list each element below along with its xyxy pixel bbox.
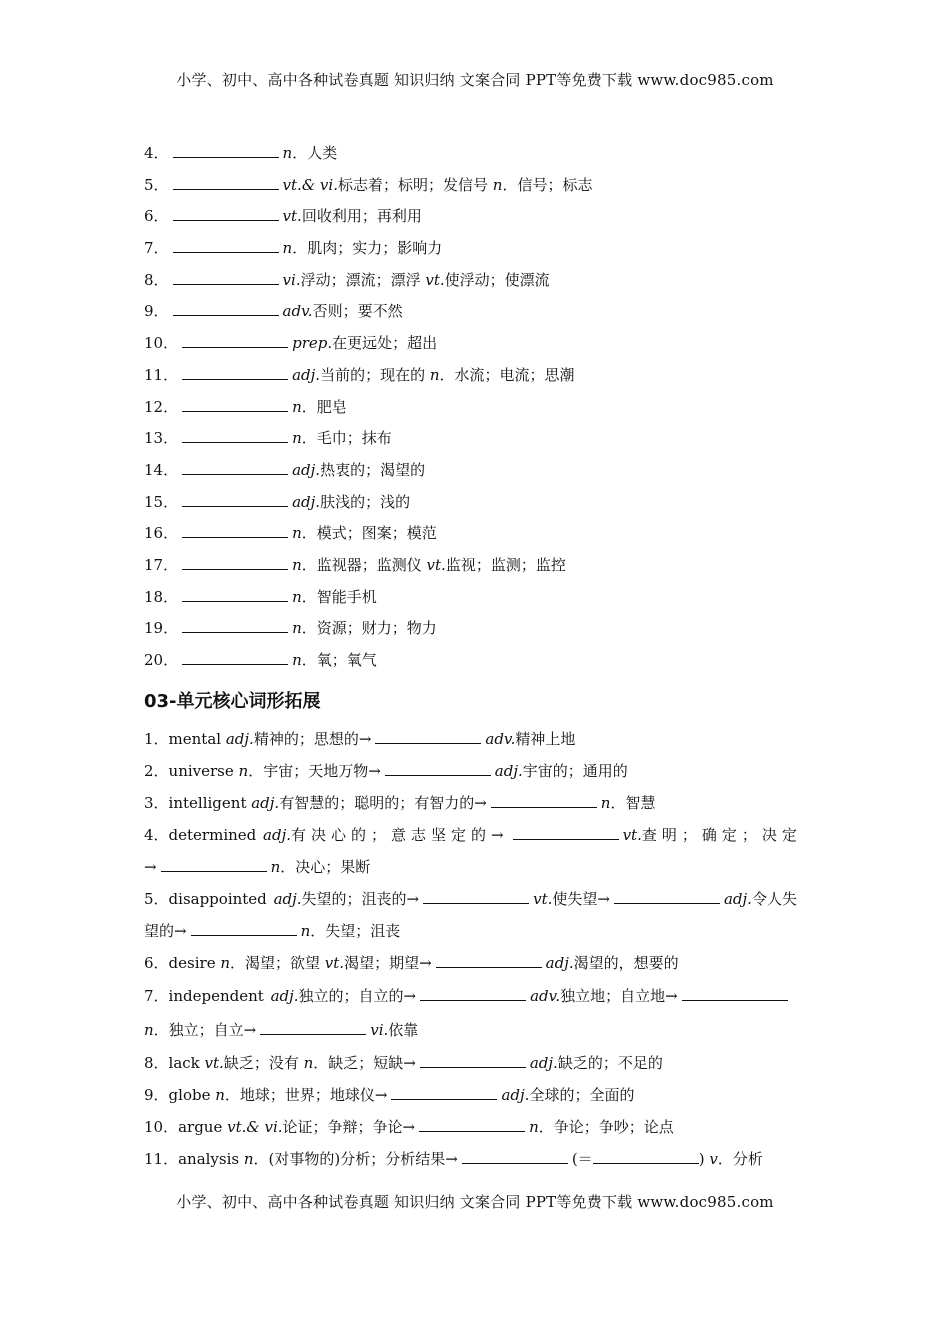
definition: 失望的；沮丧的→: [301, 889, 420, 908]
answer-blank[interactable]: [182, 491, 288, 507]
item-number: 7．: [144, 239, 169, 258]
part-of-speech: vi.: [282, 270, 301, 289]
part-of-speech: adj.: [723, 889, 752, 908]
answer-blank[interactable]: [375, 728, 481, 744]
part-of-speech: n: [492, 175, 503, 194]
part-of-speech: n: [292, 429, 302, 448]
word-form-item-6: [144, 947, 808, 979]
definition: 缺乏；没有: [223, 1053, 304, 1072]
headword: 5．disappointed: [144, 889, 274, 908]
worksheet-content: [144, 140, 808, 1175]
definition: 否则；要不然: [312, 302, 403, 321]
headword: 4．determined: [144, 825, 264, 844]
vocab-item-15: [144, 489, 808, 521]
answer-blank[interactable]: [385, 760, 491, 776]
page-header: 小学、初中、高中各种试卷真题 知识归纳 文案合同 PPT等免费下载 www.doc985.com: [176, 71, 774, 89]
arrow: →: [144, 857, 157, 876]
answer-blank[interactable]: [182, 364, 288, 380]
word-form-item-1: [144, 723, 808, 755]
vocab-item-17: [144, 552, 808, 584]
answer-blank[interactable]: [182, 649, 288, 665]
definition: ．水流；电流；思潮: [439, 365, 575, 384]
word-form-item-3: [144, 787, 808, 819]
definition: 望的→: [144, 921, 187, 940]
part-of-speech: adj.: [273, 889, 302, 908]
vocab-item-9: [144, 298, 808, 330]
answer-blank[interactable]: [491, 792, 597, 808]
part-of-speech: adj.: [494, 761, 523, 780]
word-form-item-2: [144, 755, 808, 787]
definition: 有决心的；意志坚定的→: [291, 825, 509, 844]
definition: 在更远处；超出: [332, 334, 438, 353]
word-form-item-5: [144, 883, 808, 947]
definition: 全球的；全面的: [529, 1085, 635, 1104]
vocab-item-19: [144, 615, 808, 647]
answer-blank[interactable]: [173, 142, 279, 158]
definition: 独立地；自立地→: [560, 986, 678, 1005]
part-of-speech: n: [303, 1053, 314, 1072]
definition: (＝: [571, 1149, 593, 1168]
headword: 10．argue: [144, 1117, 228, 1136]
definition: 热衷的；渴望的: [320, 460, 426, 479]
part-of-speech: n: [282, 144, 293, 162]
headword: 11．analysis: [144, 1149, 244, 1168]
part-of-speech: n: [292, 524, 302, 543]
definition: 精神的；思想的→: [253, 729, 372, 748]
definition: ．毛巾；抹布: [301, 429, 392, 448]
item-number: 15．: [144, 492, 179, 511]
part-of-speech: n: [300, 921, 311, 940]
part-of-speech: n: [270, 857, 281, 876]
item-number: 11．: [144, 365, 179, 384]
answer-blank[interactable]: [436, 952, 542, 968]
word-form-item-8: [144, 1047, 808, 1079]
headword: 7．independent: [144, 986, 271, 1005]
item-number: 9．: [144, 302, 169, 321]
definition: ．资源；财力；物力: [301, 619, 437, 638]
definition: 肤浅的；浅的: [320, 492, 411, 511]
vocab-item-14: [144, 457, 808, 489]
answer-blank[interactable]: [161, 856, 267, 872]
part-of-speech: vt.: [425, 270, 445, 289]
answer-blank[interactable]: [182, 396, 288, 412]
answer-blank[interactable]: [182, 522, 288, 538]
answer-blank[interactable]: [391, 1084, 497, 1100]
definition: 浮动；漂流；漂浮: [300, 270, 426, 289]
definition: 渴望的，想要的: [573, 953, 679, 972]
definition: 宇宙的；通用的: [522, 761, 628, 780]
vocab-item-20: [144, 647, 808, 679]
definition: 回收利用；再利用: [301, 207, 422, 226]
definition: ．监视器；监测仪: [301, 555, 427, 574]
part-of-speech: adv.: [485, 729, 516, 748]
part-of-speech: n: [238, 761, 249, 780]
part-of-speech: vt.& vi.: [282, 175, 338, 194]
word-form-item-4: [144, 819, 808, 883]
item-number: 5．: [144, 175, 169, 194]
definition: 渴望；期望→: [344, 953, 432, 972]
part-of-speech: n: [429, 365, 440, 384]
definition: ．宇宙；天地万物→: [248, 761, 381, 780]
definition: 独立的；自立的→: [298, 986, 417, 1005]
definition: ．争论；争吵；论点: [538, 1117, 674, 1136]
definition: 当前的；现在的: [320, 365, 430, 384]
part-of-speech: vt.& vi.: [227, 1117, 283, 1136]
definition: ．人类: [292, 144, 338, 162]
answer-blank[interactable]: [191, 920, 297, 936]
part-of-speech: adj.: [292, 460, 321, 479]
part-of-speech: n: [144, 1020, 154, 1039]
vocab-item-16: [144, 520, 808, 552]
definition: ．信号；标志: [502, 175, 593, 194]
part-of-speech: adj.: [225, 729, 254, 748]
page-footer: 小学、初中、高中各种试卷真题 知识归纳 文案合同 PPT等免费下载 www.doc985.com: [176, 1193, 774, 1211]
answer-blank[interactable]: [513, 824, 619, 840]
part-of-speech: adj.: [292, 365, 321, 384]
part-of-speech: adv.: [530, 986, 561, 1005]
item-number: 8．: [144, 270, 169, 289]
part-of-speech: n: [292, 651, 302, 669]
item-number: 6．: [144, 207, 169, 226]
part-of-speech: adj.: [529, 1053, 558, 1072]
answer-blank[interactable]: [420, 985, 526, 1001]
vocab-item-18: [144, 584, 808, 616]
item-number: 18．: [144, 587, 179, 606]
vocab-item-10: [144, 330, 808, 362]
headword: 1．mental: [144, 729, 226, 748]
answer-blank[interactable]: [420, 1052, 526, 1068]
answer-blank[interactable]: [462, 1148, 568, 1164]
definition: ．智慧: [610, 793, 656, 812]
item-number: 20．: [144, 651, 179, 669]
definition: 论证；争辩；争论→: [282, 1117, 416, 1136]
part-of-speech: n: [215, 1085, 225, 1104]
answer-blank[interactable]: [173, 174, 279, 190]
headword: 3．intelligent: [144, 793, 252, 812]
definition: ．智能手机: [301, 587, 377, 606]
vocab-item-13: [144, 425, 808, 457]
item-number: 19．: [144, 619, 179, 638]
part-of-speech: adj.: [270, 986, 299, 1005]
definition: ．肌肉；实力；影响力: [292, 239, 443, 258]
part-of-speech: adj.: [501, 1085, 530, 1104]
part-of-speech: v: [709, 1149, 718, 1168]
definition: 精神上地: [515, 729, 576, 748]
part-of-speech: vt.: [533, 889, 553, 908]
part-of-speech: vt.: [324, 953, 345, 972]
definition: ．(对事物的)分析；分析结果→: [253, 1149, 458, 1168]
word-form-item-7: [144, 979, 808, 1047]
headword: 2．universe: [144, 761, 239, 780]
definition: 标志着；标明；发信号: [337, 175, 493, 194]
definition: ．地球；世界；地球仪→: [224, 1085, 388, 1104]
answer-blank[interactable]: [173, 269, 279, 285]
definition: ．肥皂: [301, 397, 347, 416]
vocab-item-4: [144, 140, 808, 172]
part-of-speech: n: [282, 239, 293, 258]
answer-blank[interactable]: [423, 888, 529, 904]
part-of-speech: vt.: [282, 207, 302, 226]
part-of-speech: n: [243, 1149, 254, 1168]
definition: ．缺乏；短缺→: [313, 1053, 416, 1072]
definition: ．模式；图案；模范: [301, 524, 437, 543]
headword: 9．globe: [144, 1085, 216, 1104]
headword: 6．desire: [144, 953, 221, 972]
definition: ．独立；自立→: [153, 1020, 257, 1039]
answer-blank[interactable]: [173, 237, 279, 253]
item-number: 12．: [144, 397, 179, 416]
vocab-item-11: [144, 362, 808, 394]
definition: 令人失: [751, 889, 797, 908]
item-number: 17．: [144, 555, 179, 574]
part-of-speech: n: [292, 397, 302, 416]
definition: 使浮动；使漂流: [444, 270, 550, 289]
item-number: 16．: [144, 524, 179, 543]
part-of-speech: vt.: [622, 825, 642, 844]
definition: ．渴望；欲望: [230, 953, 325, 972]
section-title: 03-单元核心词形拓展: [144, 690, 321, 712]
answer-blank[interactable]: [182, 586, 288, 602]
part-of-speech: n: [292, 555, 302, 574]
definition: 缺乏的；不足的: [557, 1053, 663, 1072]
part-of-speech: n: [292, 619, 302, 638]
answer-blank[interactable]: [182, 332, 288, 348]
answer-blank[interactable]: [260, 1019, 366, 1035]
part-of-speech: prep.: [292, 334, 333, 353]
part-of-speech: n: [220, 953, 231, 972]
vocab-item-7: [144, 235, 808, 267]
definition: 监视；监测；监控: [445, 555, 566, 574]
word-form-item-10: [144, 1111, 808, 1143]
vocab-item-5: [144, 172, 808, 204]
item-number: 4．: [144, 144, 169, 162]
item-number: 10．: [144, 334, 179, 353]
definition: ): [698, 1149, 705, 1168]
answer-blank[interactable]: [182, 617, 288, 633]
answer-blank[interactable]: [173, 300, 279, 316]
part-of-speech: adj.: [292, 492, 321, 511]
part-of-speech: vt.: [204, 1053, 224, 1072]
part-of-speech: adj.: [545, 953, 574, 972]
answer-blank[interactable]: [182, 554, 288, 570]
answer-blank[interactable]: [593, 1148, 699, 1164]
item-number: 14．: [144, 460, 179, 479]
answer-blank[interactable]: [419, 1116, 525, 1132]
definition: ．分析: [717, 1149, 763, 1168]
vocab-item-12: [144, 394, 808, 426]
definition: 查明；确定；决定: [641, 825, 802, 844]
answer-blank[interactable]: [182, 459, 288, 475]
part-of-speech: n: [529, 1117, 539, 1136]
word-form-item-9: [144, 1079, 808, 1111]
word-form-item-11: [144, 1143, 808, 1175]
vocab-item-6: [144, 203, 808, 235]
part-of-speech: n: [600, 793, 611, 812]
part-of-speech: adj.: [251, 793, 280, 812]
definition: 使失望→: [552, 889, 610, 908]
part-of-speech: adj.: [263, 825, 291, 844]
part-of-speech: n: [292, 587, 302, 606]
answer-blank[interactable]: [614, 888, 720, 904]
answer-blank[interactable]: [173, 205, 279, 221]
definition: 依靠: [388, 1020, 419, 1039]
definition: ．失望；沮丧: [310, 921, 401, 940]
headword: 8．lack: [144, 1053, 205, 1072]
part-of-speech: vt.: [426, 555, 446, 574]
definition: 有智慧的；聪明的；有智力的→: [279, 793, 487, 812]
part-of-speech: adv.: [282, 302, 313, 321]
definition: ．决心；果断: [280, 857, 371, 876]
answer-blank[interactable]: [182, 427, 288, 443]
item-number: 13．: [144, 429, 179, 448]
part-of-speech: vi.: [370, 1020, 389, 1039]
definition: ．氧；氧气: [301, 651, 377, 669]
answer-blank[interactable]: [682, 985, 788, 1001]
vocab-item-8: [144, 267, 808, 299]
